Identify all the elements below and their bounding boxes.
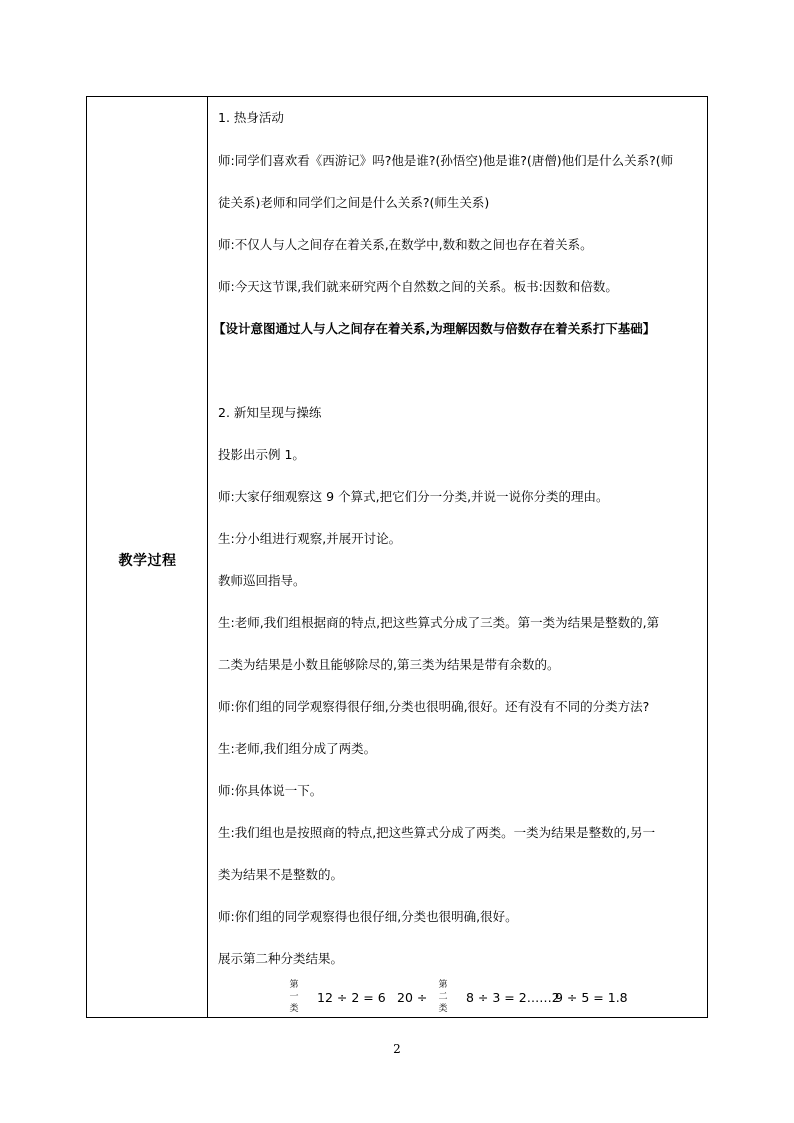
group2-eq1: 8 ÷ 3 = 2……2 [466, 990, 560, 1005]
text-line: 生:老师,我们组分成了两类。 [218, 741, 377, 756]
design-intent: 【设计意图通过人与人之间存在着关系,为理解因数与倍数存在着关系打下基础】 [213, 321, 656, 336]
heading-warmup: 1. 热身活动 [218, 110, 284, 125]
label-column [87, 97, 208, 1017]
text-line: 生:老师,我们组根据商的特点,把这些算式分成了三类。第一类为结果是整数的,第 [218, 615, 660, 630]
section-label: 教学过程 [118, 553, 177, 569]
classification-row [209, 977, 707, 1017]
group2-label: 第 二 类 [438, 980, 448, 1014]
group1-eq2: 20 ÷ [397, 990, 428, 1005]
text-line: 二类为结果是小数且能够除尽的,第三类为结果是带有余数的。 [218, 657, 560, 672]
group1-eq1: 12 ÷ 2 = 6 [317, 990, 386, 1005]
page-number: 2 [393, 1042, 401, 1056]
text-line: 生:我们组也是按照商的特点,把这些算式分成了两类。一类为结果是整数的,另一 [218, 825, 656, 840]
lesson-table [86, 96, 708, 1018]
text-line: 师:今天这节课,我们就来研究两个自然数之间的关系。板书:因数和倍数。 [218, 279, 618, 294]
content-cell [209, 97, 707, 1017]
text-line: 师:不仅人与人之间存在着关系,在数学中,数和数之间也存在着关系。 [218, 237, 593, 252]
text-line: 师:同学们喜欢看《西游记》吗?他是谁?(孙悟空)他是谁?(唐僧)他们是什么关系?(师 [218, 153, 674, 168]
text-line: 师:你具体说一下。 [218, 783, 323, 798]
text-line: 教师巡回指导。 [218, 573, 306, 588]
text-line: 徒关系)老师和同学们之间是什么关系?(师生关系) [218, 195, 490, 210]
text-line: 生:分小组进行观察,并展开讨论。 [218, 531, 402, 546]
text-line: 师:你们组的同学观察得很仔细,分类也很明确,很好。还有没有不同的分类方法? [218, 699, 650, 714]
heading-new-knowledge: 2. 新知呈现与操练 [218, 405, 322, 420]
text-line: 师:你们组的同学观察得也很仔细,分类也很明确,很好。 [218, 909, 518, 924]
text-line: 展示第二种分类结果。 [218, 951, 344, 966]
text-line: 类为结果不是整数的。 [218, 867, 344, 882]
group1-label: 第 一 类 [289, 980, 299, 1014]
text-line: 投影出示例 1。 [218, 447, 305, 462]
group2-eq2: 9 ÷ 5 = 1.8 [555, 990, 628, 1005]
text-line: 师:大家仔细观察这 9 个算式,把它们分一分类,并说一说你分类的理由。 [218, 489, 609, 504]
